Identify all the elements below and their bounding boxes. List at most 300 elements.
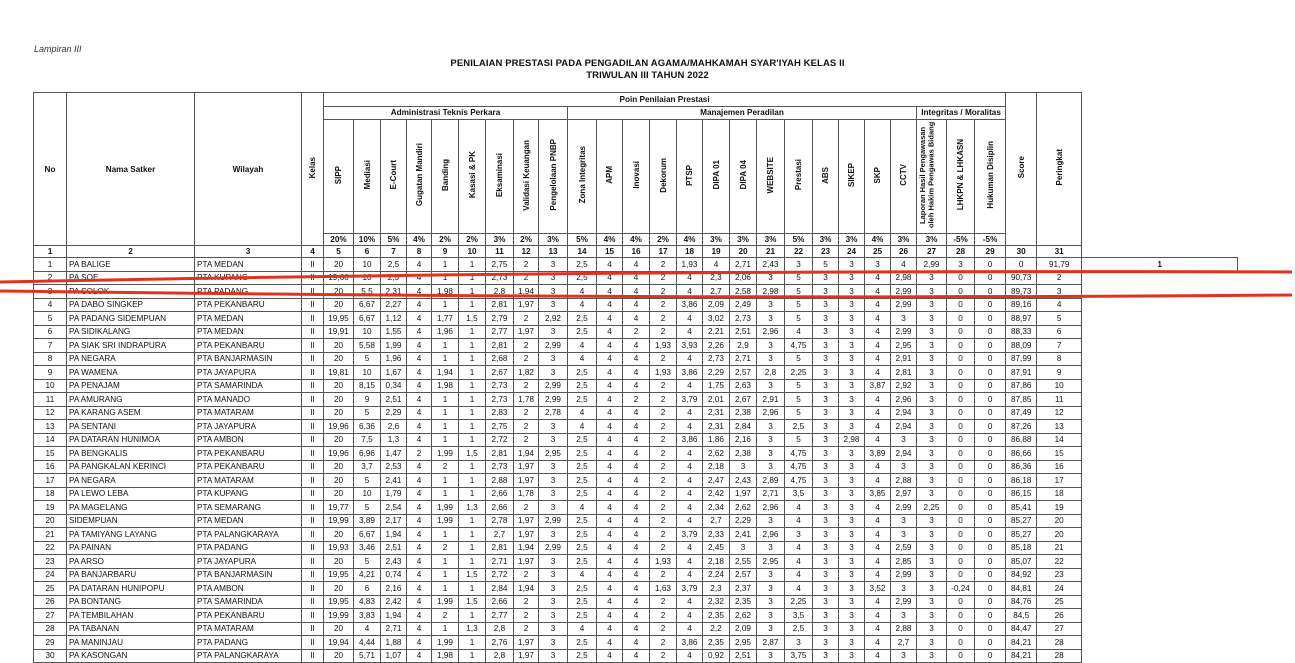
table-cell: 2,16 — [381, 582, 407, 596]
table-cell: 3,87 — [865, 379, 891, 393]
table-cell: 2,51 — [381, 393, 407, 407]
table-cell: 3 — [813, 379, 839, 393]
table-cell: 3 — [917, 460, 947, 474]
table-cell: 4 — [568, 352, 597, 366]
table-cell: 4 — [597, 271, 623, 285]
table-cell: 20 — [324, 393, 354, 407]
table-cell: 0 — [947, 474, 975, 488]
table-cell: 1,97 — [514, 514, 539, 528]
table-cell: 3 — [839, 447, 865, 461]
table-cell: 4 — [407, 312, 432, 326]
table-cell: 1,97 — [514, 298, 539, 312]
table-cell: 3 — [730, 460, 757, 474]
table-cell: 1 — [432, 568, 459, 582]
header-kelas — [302, 93, 324, 246]
table-cell: 1 — [459, 258, 486, 272]
table-cell: 1 — [432, 555, 459, 569]
table-cell: 0 — [975, 325, 1006, 339]
wilayah-cell: PTA JAYAPURA — [195, 555, 302, 569]
table-cell: 4 — [407, 595, 432, 609]
table-cell: 84,81 — [1006, 582, 1037, 596]
table-cell: 20 — [324, 352, 354, 366]
table-cell: 4 — [407, 622, 432, 636]
column-number: 2 — [67, 246, 195, 258]
table-cell: 10 — [354, 271, 381, 285]
wilayah-cell: PTA AMBON — [195, 582, 302, 596]
table-cell: 3 — [917, 312, 947, 326]
table-cell: 2,5 — [568, 312, 597, 326]
table-row — [34, 325, 1238, 339]
table-cell: 0 — [975, 501, 1006, 515]
table-cell: 1 — [459, 393, 486, 407]
table-cell: 2 — [514, 352, 539, 366]
table-cell: 0 — [947, 487, 975, 501]
table-cell: 4 — [623, 636, 650, 650]
column-header — [486, 120, 514, 234]
table-cell: 3,79 — [677, 582, 703, 596]
table-cell: 1,79 — [381, 487, 407, 501]
table-cell: 3 — [917, 271, 947, 285]
table-cell: 2,45 — [703, 541, 730, 555]
table-cell: 3,89 — [865, 447, 891, 461]
table-cell: 2,29 — [730, 514, 757, 528]
table-cell: 5 — [785, 298, 813, 312]
table-cell: 2,99 — [891, 568, 917, 582]
table-cell: 2,92 — [539, 312, 568, 326]
table-cell: 2,06 — [730, 271, 757, 285]
table-cell: 1 — [459, 325, 486, 339]
table-cell: 3 — [813, 298, 839, 312]
weight-cell: 4% — [407, 234, 432, 246]
table-cell: 19,91 — [324, 325, 354, 339]
weight-cell: 5% — [568, 234, 597, 246]
satker-name-cell: PA AMURANG — [67, 393, 195, 407]
table-cell: 3 — [839, 366, 865, 380]
table-cell: 88,33 — [1006, 325, 1037, 339]
score-cell: 26 — [1037, 609, 1082, 623]
score-cell: 9 — [1037, 366, 1082, 380]
table-cell: 2,99 — [891, 285, 917, 299]
table-cell: 1 — [432, 474, 459, 488]
column-header-text: SIPP — [334, 165, 343, 185]
table-cell: 4 — [407, 258, 432, 272]
table-cell: 2,66 — [486, 595, 514, 609]
table-cell: 2,73 — [486, 379, 514, 393]
column-header — [947, 120, 975, 234]
table-cell: 1,55 — [381, 325, 407, 339]
table-row — [34, 460, 1238, 474]
table-cell: 2,67 — [730, 393, 757, 407]
table-cell: 3 — [757, 379, 785, 393]
table-cell: 19,77 — [324, 501, 354, 515]
table-cell: 1 — [459, 379, 486, 393]
column-header-text: Kasasi & PK — [467, 151, 477, 199]
table-cell: 20 — [324, 339, 354, 353]
column-number: 29 — [975, 246, 1006, 258]
column-number: 8 — [407, 246, 432, 258]
weight-cell: -5% — [947, 234, 975, 246]
wilayah-cell: PTA KUPANG — [195, 487, 302, 501]
table-cell: 4 — [597, 609, 623, 623]
table-cell: 2,55 — [730, 555, 757, 569]
table-cell: 2,71 — [730, 352, 757, 366]
table-cell: 4 — [407, 541, 432, 555]
table-cell: 2,79 — [486, 312, 514, 326]
table-cell: 2,47 — [703, 474, 730, 488]
table-cell: 4 — [407, 487, 432, 501]
table-cell: 3 — [813, 636, 839, 650]
table-cell: 2,01 — [703, 393, 730, 407]
score-cell: 8 — [1037, 352, 1082, 366]
table-cell: 3 — [757, 460, 785, 474]
table-cell: 5 — [354, 501, 381, 515]
table-cell: 1 — [459, 433, 486, 447]
table-cell: 2,51 — [730, 649, 757, 663]
table-cell: 2,96 — [757, 325, 785, 339]
table-cell: 4 — [865, 514, 891, 528]
column-number: 12 — [514, 246, 539, 258]
table-cell: 19,96 — [324, 447, 354, 461]
table-cell: 4 — [407, 568, 432, 582]
table-cell: 0 — [975, 339, 1006, 353]
column-number: 19 — [703, 246, 730, 258]
weight-cell: 3% — [730, 234, 757, 246]
table-cell: 2,71 — [730, 258, 757, 272]
table-cell: 1,67 — [381, 366, 407, 380]
table-cell: 4 — [865, 649, 891, 663]
table-cell: 3 — [917, 487, 947, 501]
table-cell: 1,97 — [730, 487, 757, 501]
table-cell: 2,16 — [730, 433, 757, 447]
table-cell: 10 — [354, 487, 381, 501]
table-cell: 90,73 — [1006, 271, 1037, 285]
table-cell: 5 — [785, 393, 813, 407]
score-cell: 7 — [1037, 339, 1082, 353]
column-number: 24 — [839, 246, 865, 258]
table-cell: 2,72 — [486, 433, 514, 447]
table-cell: 2,62 — [703, 447, 730, 461]
satker-name-cell: PA KASONGAN — [67, 649, 195, 663]
column-header — [677, 120, 703, 234]
table-cell: II — [302, 514, 324, 528]
table-cell: 87,85 — [1006, 393, 1037, 407]
table-cell: 2 — [650, 541, 677, 555]
score-cell: 2 — [1037, 271, 1082, 285]
table-cell: 3 — [539, 582, 568, 596]
table-cell: 3 — [813, 514, 839, 528]
table-cell: 23 — [34, 555, 67, 569]
wilayah-cell: PTA SEMARANG — [195, 501, 302, 515]
table-cell: 1,97 — [514, 555, 539, 569]
table-cell: 1 — [459, 474, 486, 488]
table-cell: 3 — [917, 325, 947, 339]
table-cell: 0 — [975, 636, 1006, 650]
table-cell: 4 — [623, 447, 650, 461]
document-title: PENILAIAN PRESTASI PADA PENGADILAN AGAMA/MAHKAMAH SYAR'IYAH KELAS II — [450, 58, 845, 69]
table-cell: 3 — [917, 474, 947, 488]
table-cell: 4 — [407, 460, 432, 474]
table-cell: 0 — [947, 366, 975, 380]
table-cell: 4 — [597, 379, 623, 393]
table-cell: 4 — [865, 501, 891, 515]
table-cell: 1 — [432, 487, 459, 501]
header-integritas: Integritas / Moralitas — [917, 106, 1006, 120]
column-header-text: Dekorum — [658, 157, 668, 193]
column-number: 9 — [432, 246, 459, 258]
table-cell: 4 — [623, 379, 650, 393]
table-cell: 4 — [623, 582, 650, 596]
column-header-text: Kelas — [308, 156, 317, 179]
table-cell: 2,99 — [539, 514, 568, 528]
table-cell: 0 — [947, 271, 975, 285]
weight-cell: 4% — [865, 234, 891, 246]
table-cell: 3 — [539, 258, 568, 272]
table-cell: 4 — [623, 501, 650, 515]
table-row — [34, 541, 1238, 555]
table-cell: 2,5 — [568, 393, 597, 407]
table-cell: 4 — [597, 285, 623, 299]
weight-cell: 3% — [917, 234, 947, 246]
table-cell: II — [302, 555, 324, 569]
table-cell: 1,96 — [381, 352, 407, 366]
table-cell: 3 — [839, 312, 865, 326]
table-cell: 4 — [677, 271, 703, 285]
table-cell: 2,5 — [568, 474, 597, 488]
table-cell: 4 — [677, 447, 703, 461]
table-cell: 3 — [813, 271, 839, 285]
satker-name-cell: PA MANINJAU — [67, 636, 195, 650]
table-cell: 4 — [677, 285, 703, 299]
column-number: 27 — [917, 246, 947, 258]
column-header — [354, 120, 381, 234]
table-cell: 2,24 — [703, 568, 730, 582]
table-cell: 4 — [677, 541, 703, 555]
table-cell: 2,81 — [486, 447, 514, 461]
table-cell: 2,76 — [486, 636, 514, 650]
table-row — [34, 474, 1238, 488]
column-number: 25 — [865, 246, 891, 258]
wilayah-cell: PTA MATARAM — [195, 406, 302, 420]
table-cell: 20 — [324, 379, 354, 393]
table-cell: 2,5 — [568, 460, 597, 474]
table-cell: 2,43 — [757, 258, 785, 272]
table-cell: 3 — [839, 609, 865, 623]
table-cell: 2 — [650, 325, 677, 339]
table-cell: 1,93 — [677, 258, 703, 272]
table-cell: 5 — [785, 433, 813, 447]
table-cell: 21 — [34, 528, 67, 542]
table-cell: 3 — [839, 555, 865, 569]
table-cell: 4 — [623, 258, 650, 272]
table-cell: 1,63 — [650, 582, 677, 596]
table-cell: 2,94 — [891, 447, 917, 461]
column-header-text: Prestasi — [794, 159, 803, 191]
table-cell: 19,99 — [324, 609, 354, 623]
table-cell: 88,09 — [1006, 339, 1037, 353]
table-cell: 2 — [650, 487, 677, 501]
table-cell: II — [302, 447, 324, 461]
table-cell: 4 — [568, 339, 597, 353]
table-cell: 2,71 — [381, 622, 407, 636]
table-cell: 1,78 — [514, 393, 539, 407]
table-cell: 1,07 — [381, 649, 407, 663]
table-cell: 2 — [650, 649, 677, 663]
table-cell: II — [302, 609, 324, 623]
table-cell: 4 — [597, 406, 623, 420]
weight-cell: 3% — [839, 234, 865, 246]
table-cell: 3 — [757, 420, 785, 434]
table-cell: 2 — [650, 433, 677, 447]
table-cell: 16 — [34, 460, 67, 474]
table-cell: 3 — [539, 501, 568, 515]
table-cell: 4 — [407, 433, 432, 447]
table-cell: 2,53 — [381, 460, 407, 474]
table-cell: 20 — [324, 487, 354, 501]
table-cell: 2 — [650, 352, 677, 366]
table-cell: 2 — [650, 568, 677, 582]
table-cell: 4,75 — [785, 447, 813, 461]
table-cell: 0 — [947, 609, 975, 623]
header-manajemen: Manajemen Peradilan — [568, 106, 917, 120]
table-cell: 2 — [514, 312, 539, 326]
table-cell: 3 — [757, 595, 785, 609]
table-cell: 0,92 — [703, 649, 730, 663]
column-number: 28 — [947, 246, 975, 258]
table-cell: 20 — [324, 528, 354, 542]
header-poin-penilaian: Poin Penilaian Prestasi — [324, 93, 1006, 107]
table-cell: II — [302, 352, 324, 366]
table-cell: 3 — [839, 298, 865, 312]
table-cell: 4 — [407, 352, 432, 366]
table-cell: 2,42 — [703, 487, 730, 501]
satker-name-cell: PA TABANAN — [67, 622, 195, 636]
table-cell: 4 — [568, 622, 597, 636]
score-cell: 16 — [1037, 460, 1082, 474]
table-cell: 1,94 — [514, 582, 539, 596]
table-row — [34, 514, 1238, 528]
table-cell: 0 — [975, 474, 1006, 488]
table-cell: 19,96 — [324, 420, 354, 434]
table-cell: 3 — [539, 568, 568, 582]
table-cell: 85,18 — [1006, 541, 1037, 555]
table-cell: II — [302, 541, 324, 555]
satker-name-cell: PA DATARAN HUNIMOA — [67, 433, 195, 447]
table-cell: 2,78 — [486, 514, 514, 528]
table-cell: 5,5 — [354, 285, 381, 299]
table-cell: 5 — [785, 406, 813, 420]
table-cell: 3 — [757, 582, 785, 596]
table-cell: 3 — [539, 649, 568, 663]
table-cell: 3 — [757, 622, 785, 636]
table-cell: 4 — [597, 474, 623, 488]
table-cell: 1,99 — [381, 339, 407, 353]
table-cell: 0 — [975, 258, 1006, 272]
table-cell: 2,5 — [568, 649, 597, 663]
table-cell: 3 — [947, 258, 975, 272]
table-cell: 3 — [917, 568, 947, 582]
table-cell: 2,5 — [568, 379, 597, 393]
table-cell: 87,86 — [1006, 379, 1037, 393]
table-cell: 17 — [34, 474, 67, 488]
table-cell: 2,89 — [757, 474, 785, 488]
table-cell: 4 — [623, 528, 650, 542]
header-nama-satker: Nama Satker — [67, 93, 195, 246]
column-header — [975, 120, 1006, 234]
table-cell: 2 — [650, 393, 677, 407]
table-cell: 2,5 — [568, 636, 597, 650]
column-number: 13 — [539, 246, 568, 258]
table-cell: 14 — [34, 433, 67, 447]
table-cell: 3 — [813, 393, 839, 407]
table-cell: 24 — [34, 568, 67, 582]
table-cell: 2 — [514, 433, 539, 447]
header-wilayah: Wilayah — [195, 93, 302, 246]
table-cell: 1 — [459, 285, 486, 299]
score-cell: 20 — [1037, 514, 1082, 528]
table-cell: 2 — [514, 595, 539, 609]
table-cell: 1 — [459, 555, 486, 569]
table-cell: 4 — [865, 352, 891, 366]
score-cell: 23 — [1037, 568, 1082, 582]
table-cell: 22 — [34, 541, 67, 555]
table-cell: 4 — [568, 406, 597, 420]
table-cell: 2,7 — [703, 285, 730, 299]
column-number: 7 — [381, 246, 407, 258]
table-cell: 2,5 — [568, 514, 597, 528]
table-cell: 2,99 — [917, 258, 947, 272]
table-cell: 3 — [813, 366, 839, 380]
table-cell: 2,29 — [381, 406, 407, 420]
table-cell: 20 — [324, 433, 354, 447]
table-cell: 5 — [34, 312, 67, 326]
table-cell: 1 — [459, 609, 486, 623]
table-cell: 4 — [623, 460, 650, 474]
table-cell: II — [302, 325, 324, 339]
table-cell: 2,81 — [891, 366, 917, 380]
table-cell: 0 — [975, 514, 1006, 528]
table-cell: 0 — [947, 501, 975, 515]
table-cell: 4 — [865, 528, 891, 542]
table-cell: 0 — [975, 595, 1006, 609]
table-cell: 6 — [34, 325, 67, 339]
table-cell: 3,93 — [677, 339, 703, 353]
table-cell: 3,89 — [354, 514, 381, 528]
table-cell: 1,5 — [459, 312, 486, 326]
table-cell: 2,2 — [703, 622, 730, 636]
table-cell: 4 — [407, 271, 432, 285]
table-cell: 4 — [407, 555, 432, 569]
table-cell: 89,16 — [1006, 298, 1037, 312]
table-cell: 6,96 — [354, 447, 381, 461]
table-cell: 2,63 — [730, 379, 757, 393]
table-cell: 3 — [839, 352, 865, 366]
table-cell: 3 — [917, 636, 947, 650]
satker-name-cell: PA DABO SINGKEP — [67, 298, 195, 312]
score-cell: 91,79 — [1037, 258, 1082, 272]
table-cell: 0 — [975, 541, 1006, 555]
table-cell: 4 — [597, 568, 623, 582]
table-cell: 4 — [865, 609, 891, 623]
table-cell: 2,43 — [730, 474, 757, 488]
column-number: 16 — [623, 246, 650, 258]
table-cell: 0 — [947, 636, 975, 650]
table-cell: 4 — [865, 366, 891, 380]
table-cell: II — [302, 433, 324, 447]
weight-cell: 3% — [539, 234, 568, 246]
table-cell: 2,94 — [891, 406, 917, 420]
table-cell: 1 — [459, 352, 486, 366]
table-cell: 4 — [597, 582, 623, 596]
